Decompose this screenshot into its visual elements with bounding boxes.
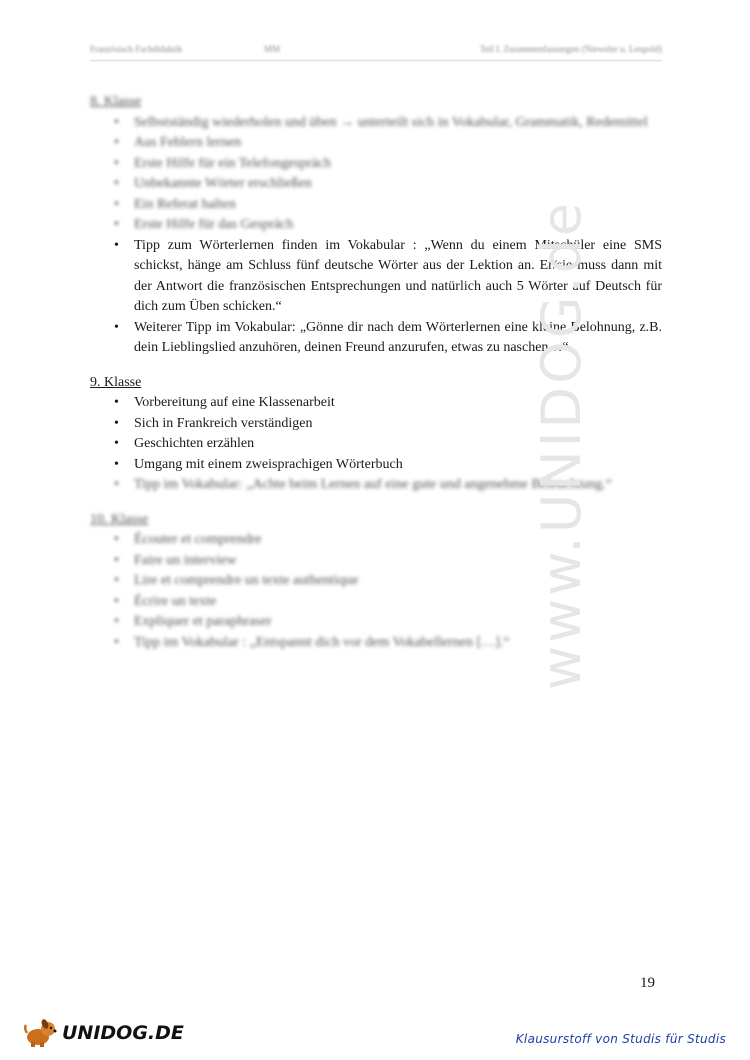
header-rule: [90, 60, 662, 61]
list-item: • Aus Fehlern lernen: [134, 133, 662, 154]
list-item: • Expliquer et paraphraser: [134, 612, 662, 633]
footer-slogan: Klausurstoff von Studis für Studis: [515, 1032, 726, 1046]
list-item: • Lire et comprendre un texte authentique: [134, 571, 662, 592]
list-item: • Tipp zum Wörterlernen finden im Vokabular : „Wenn du einem Mitschüler eine SMS schickst, hänge am Schluss fünf deutsche Wörter aus der Lektion an. Er/sie muss dann mit der Antwort die französischen Entsprechungen und natürlich auch 5 Wörter auf Deutsch für dich zum Üben schicken.“: [134, 236, 662, 318]
list-item: • Ein Referat halten: [134, 195, 662, 216]
page-number: 19: [640, 975, 655, 991]
list-item: • Weiterer Tipp im Vokabular: „Gönne dir nach dem Wörterlernen eine kleine Belohnung, z.B. dein Lieblingslied anzuhören, deinen Freund anzurufen, etwas zu naschen…“: [134, 318, 662, 359]
list-item: • Erste Hilfe für das Gespräch: [134, 215, 662, 236]
list-item: • Écrire un texte: [134, 592, 662, 613]
header-chapter: Teil I. Zusammenfassungen (Nieweler u. Leupold): [479, 44, 662, 54]
list-item: • Faire un interview: [134, 551, 662, 572]
list-item: • Erste Hilfe für ein Telefongespräch: [134, 154, 662, 175]
header-course: Französisch Fachdidaktik: [90, 44, 183, 54]
list-item: • Umgang mit einem zweisprachigen Wörterbuch: [134, 455, 662, 476]
list-item: • Sich in Frankreich verständigen: [134, 414, 662, 435]
list-item: • Selbstständig wiederholen und üben → unterteilt sich in Vokabular, Grammatik, Redemittel: [134, 113, 662, 134]
list-item: • Unbekannte Wörter erschließen: [134, 174, 662, 195]
header-author: MM: [264, 44, 281, 54]
dog-mascot-icon: [24, 1018, 58, 1048]
unidog-logo: [24, 1018, 184, 1048]
list-item: • Tipp im Vokabular : „Entspannt dich vor dem Vokabellernen […].“: [134, 633, 662, 654]
list-item: • Écouter et comprendre: [134, 530, 662, 551]
section-title: 9. Klasse: [90, 374, 142, 390]
watermark-text: www.UNIDOG.de: [530, 199, 593, 690]
list-item: • Vorbereitung auf eine Klassenarbeit: [134, 393, 662, 414]
list-item: • Geschichten erzählen: [134, 434, 662, 455]
section-title: 10. Klasse: [90, 511, 149, 527]
list-item: • Tipp im Vokabular: „Achte beim Lernen auf eine gute und angenehme Beleuchtung.“: [134, 475, 662, 496]
logo-text: UNIDOG.DE: [62, 1022, 184, 1044]
section-title: 8. Klasse: [90, 94, 142, 109]
